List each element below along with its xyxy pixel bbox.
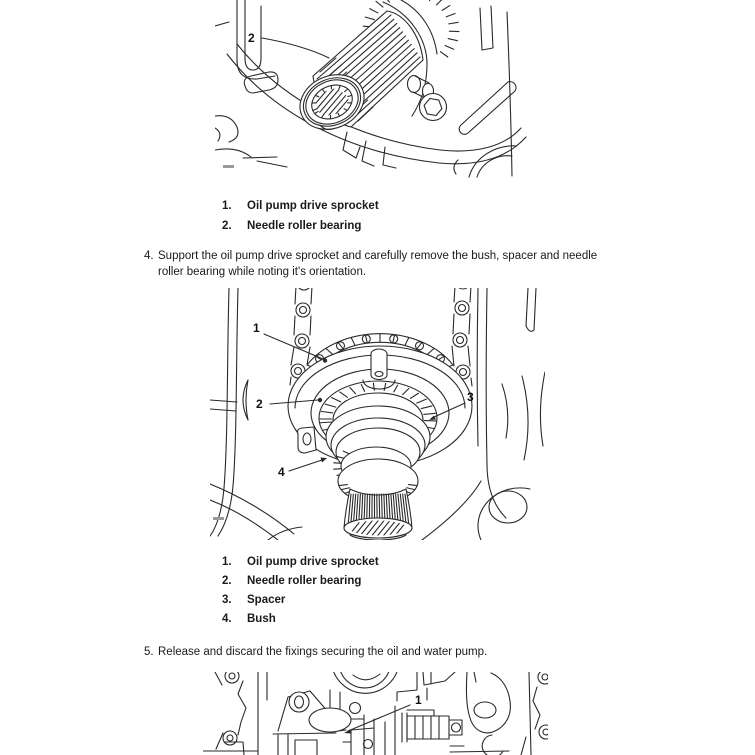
callout-1-label: 1 xyxy=(253,321,260,335)
item-label: Oil pump drive sprocket xyxy=(247,556,379,568)
callout-3-label: 3 xyxy=(467,390,474,404)
figure-code-mark xyxy=(223,165,234,168)
hex-bolt xyxy=(420,94,447,121)
figure-sprocket-assembly xyxy=(210,288,545,540)
item-number: 2. xyxy=(222,575,232,587)
item-label: Needle roller bearing xyxy=(247,575,362,587)
left-bracket xyxy=(203,672,267,755)
step-text: Support the oil pump drive sprocket and carefully remove the bush, spacer and needle roller bearing while noting it's orientation. xyxy=(158,250,598,278)
water-pump-fitting xyxy=(402,710,462,742)
figure2-key-list xyxy=(222,553,379,629)
item-number: 3. xyxy=(222,594,232,606)
right-casing xyxy=(450,672,510,755)
list-item xyxy=(222,553,379,572)
list-item xyxy=(222,610,379,629)
list-item xyxy=(222,216,379,236)
shaft xyxy=(344,489,412,540)
step-5 xyxy=(144,644,598,660)
item-number: 4. xyxy=(222,613,232,625)
leader-line xyxy=(348,705,410,731)
callout-4 xyxy=(278,458,327,480)
callout-1-label: 1 xyxy=(415,693,422,707)
leader-line xyxy=(264,334,323,359)
figure-needle-roller-bearing xyxy=(215,0,535,178)
callout-2 xyxy=(248,31,329,58)
list-item xyxy=(222,196,379,216)
leader-line xyxy=(262,38,329,58)
item-label: Bush xyxy=(247,613,276,625)
item-number: 2. xyxy=(222,220,232,232)
figure1-key-list xyxy=(222,196,379,236)
item-label: Needle roller bearing xyxy=(247,220,362,232)
callout-2-label: 2 xyxy=(248,31,255,45)
list-item xyxy=(222,572,379,591)
callout-2-label: 2 xyxy=(256,397,263,411)
callout-1 xyxy=(253,321,327,363)
item-number: 1. xyxy=(222,556,232,568)
item-label: Spacer xyxy=(247,594,286,606)
list-item xyxy=(222,591,379,610)
figure-code-mark xyxy=(213,517,224,520)
step-4 xyxy=(144,248,598,280)
step-text: Release and discard the fixings securing the oil and water pump. xyxy=(158,646,488,658)
housing-tab xyxy=(298,427,317,453)
item-number: 1. xyxy=(222,200,232,212)
leader-line xyxy=(289,460,322,471)
callout-4-label: 4 xyxy=(278,465,285,479)
right-bracket xyxy=(521,672,548,755)
item-label: Oil pump drive sprocket xyxy=(247,200,379,212)
splined-shaft xyxy=(291,11,423,139)
figure-oil-water-pump xyxy=(203,672,548,755)
pump-body xyxy=(273,672,455,755)
step-number: 5. xyxy=(144,646,154,658)
step-number: 4. xyxy=(144,250,154,262)
